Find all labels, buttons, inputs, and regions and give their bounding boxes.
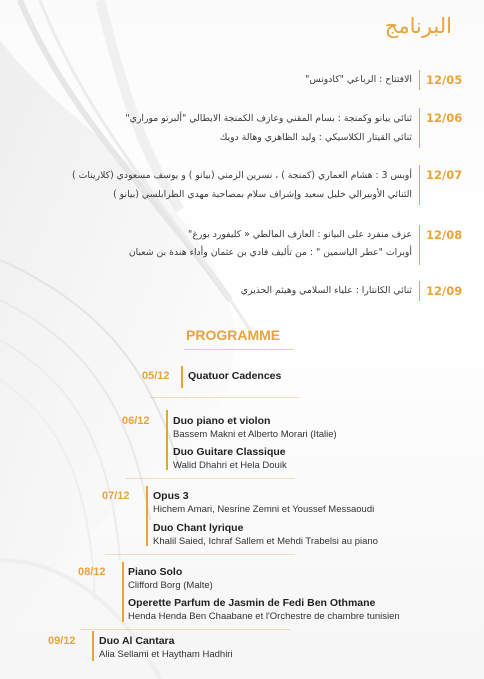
divider-bar bbox=[419, 281, 421, 301]
french-event-date: 05/12 bbox=[142, 370, 170, 382]
title-underline bbox=[184, 349, 294, 350]
act-performers: Bassem Makni et Alberto Morari (Italie) bbox=[173, 429, 337, 440]
arabic-event-line: أوبرات "عطر الياسمين " : من تأليف فادي بن عثمان وأداء هندة بن شعبان bbox=[128, 247, 412, 258]
divider-bar bbox=[146, 486, 148, 546]
act-performers: Alia Sellami et Haytham Hadhiri bbox=[99, 649, 233, 660]
arabic-event-line: الافتتاح : الرباعي "كادونس" bbox=[305, 74, 412, 85]
arabic-event-line: ثنائي القيتار الكلاسيكي : وليد الظاهري وهالة دويك bbox=[219, 132, 412, 143]
divider-bar bbox=[166, 410, 168, 470]
section-rule bbox=[150, 397, 300, 398]
divider-bar bbox=[181, 366, 183, 388]
act-performers: Khalil Saied, Ichraf Sallem et Mehdi Trabelsi au piano bbox=[153, 536, 378, 547]
divider-bar bbox=[122, 562, 124, 622]
section-rule bbox=[125, 478, 295, 479]
arabic-event-line: الثنائي الأوبيرالي خليل سعيد وإشراف سلام بمصاحبة مهدي الطرابلسي (بيانو ) bbox=[113, 189, 412, 200]
arabic-event-line: عزف منفرد على البيانو : العازف المالطي « كليفورد بورغ" bbox=[188, 229, 412, 240]
divider-bar bbox=[419, 108, 421, 148]
act-name: Opus 3 bbox=[153, 490, 189, 502]
arabic-event-date: 12/07 bbox=[426, 168, 463, 182]
arabic-program-title: البرنامج bbox=[384, 14, 452, 38]
french-program-title: PROGRAMME bbox=[186, 327, 281, 343]
act-performers: Hichem Amari, Nesrine Zemni et Youssef Messaoudi bbox=[153, 504, 375, 515]
arabic-event-date: 12/09 bbox=[426, 284, 463, 298]
divider-bar bbox=[92, 631, 94, 661]
divider-bar bbox=[419, 225, 421, 265]
act-name: Duo Chant lyrique bbox=[153, 522, 244, 534]
act-performers: Walid Dhahri et Hela Douik bbox=[173, 460, 287, 471]
arabic-event-date: 12/05 bbox=[426, 73, 463, 87]
french-event-date: 08/12 bbox=[78, 566, 106, 578]
act-name: Piano Solo bbox=[128, 566, 183, 578]
arabic-event-line: أوبس 3 : هشام العماري (كمنجة ) ، نسرين الزمني (بيانو ) و يوسف مسعودي (كلارينات ) bbox=[72, 170, 412, 181]
divider-bar bbox=[419, 165, 421, 205]
act-performers: Henda Henda Ben Chaabane et l'Orchestre de chambre tunisien bbox=[128, 611, 400, 622]
act-name: Duo Guitare Classique bbox=[173, 446, 286, 458]
arabic-event-date: 12/08 bbox=[426, 228, 463, 242]
act-name: Quatuor Cadences bbox=[188, 370, 282, 382]
french-event-date: 06/12 bbox=[122, 415, 150, 427]
arabic-event-line: ثنائي بيانو وكمنجة : بسام المقني وعازف الكمنجة الايطالي "ألبرتو موراري" bbox=[125, 113, 412, 124]
act-name: Operette Parfum de Jasmin de Fedi Ben Othmane bbox=[128, 597, 376, 609]
divider-bar bbox=[419, 70, 421, 90]
section-rule bbox=[80, 629, 290, 630]
section-rule bbox=[105, 554, 295, 555]
arabic-event-date: 12/06 bbox=[426, 111, 463, 125]
french-event-date: 09/12 bbox=[48, 635, 76, 647]
act-name: Duo piano et violon bbox=[173, 415, 271, 427]
french-event-date: 07/12 bbox=[102, 490, 130, 502]
arabic-event-line: ثنائي الكانتارا : علياء السلامي وهيثم الحذيري bbox=[240, 285, 412, 296]
act-name: Duo Al Cantara bbox=[99, 635, 175, 647]
act-performers: Clifford Borg (Malte) bbox=[128, 580, 213, 591]
